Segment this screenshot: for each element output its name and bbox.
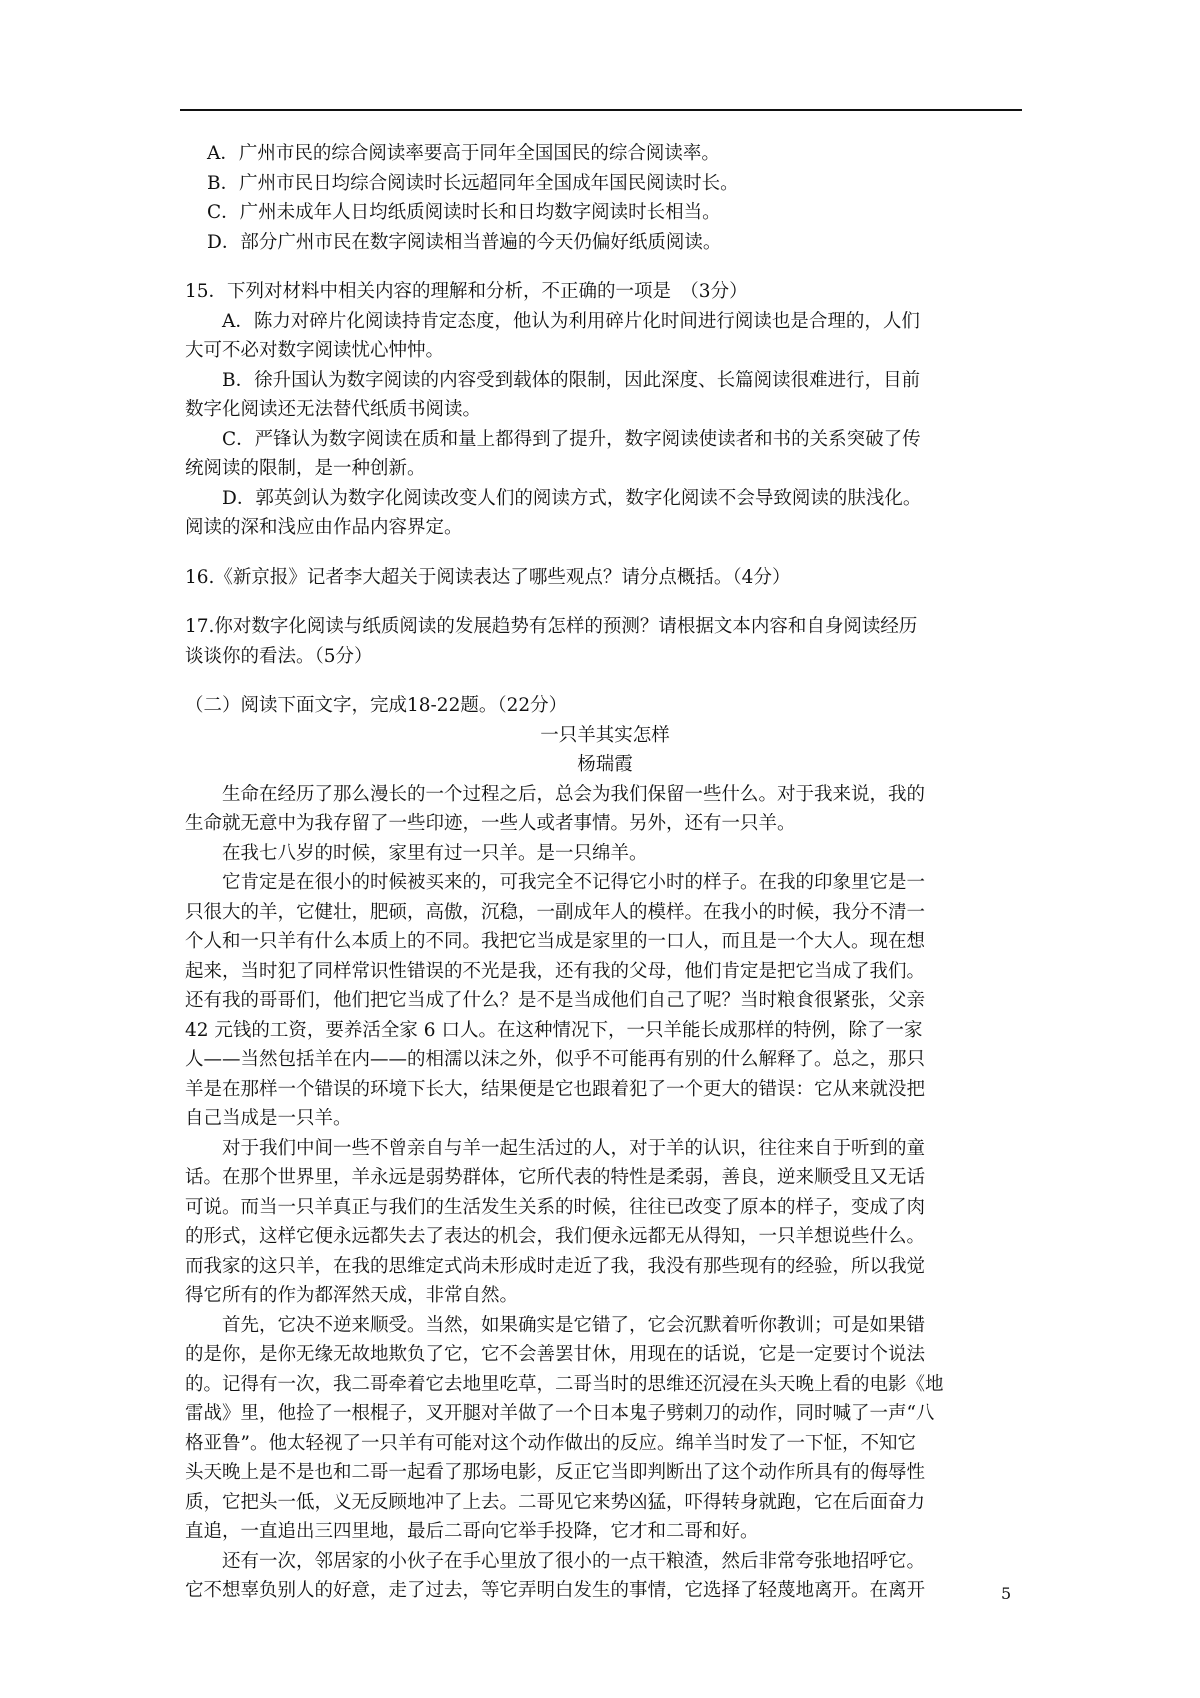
article-paragraph-line: 羊是在那样一个错误的环境下长大，结果便是它也跟着犯了一个更大的错误：它从来就没把 (185, 1078, 926, 1100)
article-paragraph-line: 的形式，这样它便永远都失去了表达的机会，我们便永远都无从得知，一只羊想说些什么。 (185, 1226, 926, 1247)
q16-question: 16.《新京报》记者李大超关于阅读表达了哪些观点？请分点概括。（4分） (185, 566, 791, 588)
article-paragraph-line: 自己当成是一只羊。 (185, 1108, 352, 1129)
header-rule (180, 109, 1022, 111)
q17-question-line2: 谈谈你的看法。（5分） (185, 645, 373, 667)
article-paragraph-line: 人——当然包括羊在内——的相濡以沫之外，似乎不可能再有别的什么解释了。总之，那只 (185, 1049, 926, 1070)
q15-option-c-line2: 统阅读的限制，是一种创新。 (185, 458, 426, 479)
page-number: 5 (1001, 1584, 1012, 1603)
article-paragraph-line: 只很大的羊，它健壮，肥硕，高傲，沉稳，一副成年人的模样。在我小的时候，我分不清一 (185, 901, 926, 923)
q15-option-a-line1: A．陈力对碎片化阅读持肯定态度，他认为利用碎片化时间进行阅读也是合理的，人们 (222, 310, 920, 332)
q14-option-b: B．广州市民日均综合阅读时长远超同年全国成年国民阅读时长。 (207, 172, 739, 194)
article-paragraph-line: 在我七八岁的时候，家里有过一只羊。是一只绵羊。 (222, 842, 648, 864)
article-paragraph-line: 对于我们中间一些不曾亲自与羊一起生活过的人，对于羊的认识，往往来自于听到的童 (222, 1137, 926, 1159)
article-author: 杨瑞霞 (577, 754, 633, 775)
article-paragraph-line: 还有一次，邻居家的小伙子在手心里放了很小的一点干粮渣，然后非常夸张地招呼它。 (222, 1550, 926, 1572)
article-paragraph-line: 而我家的这只羊，在我的思维定式尚未形成时走近了我，我没有那些现有的经验，所以我觉 (185, 1255, 926, 1277)
q15-stem: 15．下列对材料中相关内容的理解和分析，不正确的一项是 （3分） (185, 281, 748, 302)
q15-option-b-line2: 数字化阅读还无法替代纸质书阅读。 (185, 399, 482, 420)
q15-option-d-line1: D．郭英剑认为数字化阅读改变人们的阅读方式，数字化阅读不会导致阅读的肤浅化。 (222, 487, 922, 509)
article-paragraph-line: 直追，一直追出三四里地，最后二哥向它举手投降，它才和二哥和好。 (185, 1521, 759, 1542)
article-paragraph-line: 可说。而当一只羊真正与我们的生活发生关系的时候，往往已改变了原本的样子，变成了肉 (185, 1196, 926, 1218)
article-paragraph-line: 42 元钱的工资，要养活全家 6 口人。在这种情况下，一只羊能长成那样的特例，除了一家 (185, 1019, 923, 1041)
article-paragraph-line: 格亚鲁”。他太轻视了一只羊有可能对这个动作做出的反应。绵羊当时发了一下怔，不知它 (185, 1432, 916, 1454)
article-paragraph-line: 生命就无意中为我存留了一些印迹，一些人或者事情。另外，还有一只羊。 (185, 813, 796, 834)
section2-heading: （二）阅读下面文字，完成18-22题。（22分） (185, 695, 568, 716)
article-paragraph-line: 质，它把头一低，义无反顾地冲了上去。二哥见它来势凶猛，吓得转身就跑，它在后面奋力 (185, 1491, 926, 1513)
q14-option-a: A．广州市民的综合阅读率要高于同年全国国民的综合阅读率。 (207, 143, 720, 164)
article-paragraph-line: 它肯定是在很小的时候被买来的，可我完全不记得它小时的样子。在我的印象里它是一 (222, 872, 926, 893)
q15-option-a-line2: 大可不必对数字阅读忧心忡忡。 (185, 340, 445, 361)
article-paragraph-line: 话。在那个世界里，羊永远是弱势群体，它所代表的特性是柔弱，善良，逆来顺受且又无话 (185, 1167, 926, 1188)
article-paragraph-line: 个人和一只羊有什么本质上的不同。我把它当成是家里的一口人，而且是一个大人。现在想 (185, 931, 926, 952)
article-paragraph-line: 首先，它决不逆来顺受。当然，如果确实是它错了，它会沉默着听你教训；可是如果错 (222, 1314, 926, 1336)
q14-option-c: C．广州未成年人日均纸质阅读时长和日均数字阅读时长相当。 (207, 202, 721, 223)
q15-option-b-line1: B．徐升国认为数字阅读的内容受到载体的限制，因此深度、长篇阅读很难进行，目前 (222, 369, 921, 391)
article-paragraph-line: 雷战》里，他捡了一根棍子，叉开腿对羊做了一个日本鬼子劈刺刀的动作，同时喊了一声“八 (185, 1403, 935, 1424)
article-paragraph-line: 它不想辜负别人的好意，走了过去，等它弄明白发生的事情，它选择了轻蔑地离开。在离开 (185, 1580, 926, 1601)
article-paragraph-line: 还有我的哥哥们，他们把它当成了什么？是不是当成他们自己了呢？当时粮食很紧张，父亲 (185, 990, 926, 1011)
article-paragraph-line: 生命在经历了那么漫长的一个过程之后，总会为我们保留一些什么。对于我来说，我的 (222, 783, 926, 805)
q14-option-d: D．部分广州市民在数字阅读相当普遍的今天仍偏好纸质阅读。 (207, 231, 722, 253)
article-paragraph-line: 的。记得有一次，我二哥牵着它去地里吃草，二哥当时的思维还沉浸在头天晚上看的电影《地 (185, 1373, 944, 1395)
q17-question-line1: 17.你对数字化阅读与纸质阅读的发展趋势有怎样的预测？请根据文本内容和自身阅读经历 (185, 616, 918, 637)
q15-option-c-line1: C．严锋认为数字阅读在质和量上都得到了提升，数字阅读使读者和书的关系突破了传 (222, 428, 921, 450)
article-paragraph-line: 头天晚上是不是也和二哥一起看了那场电影，反正它当即判断出了这个动作所具有的侮辱性 (185, 1462, 926, 1483)
article-paragraph-line: 的是你，是你无缘无故地欺负了它，它不会善罢甘休，用现在的话说，它是一定要讨个说法 (185, 1344, 926, 1365)
q15-option-d-line2: 阅读的深和浅应由作品内容界定。 (185, 517, 463, 538)
article-title: 一只羊其实怎样 (540, 724, 670, 746)
page-content (185, 139, 1025, 1606)
article-paragraph-line: 起来，当时犯了同样常识性错误的不光是我，还有我的父母，他们肯定是把它当成了我们。 (185, 960, 926, 982)
article-paragraph-line: 得它所有的作为都浑然天成，非常自然。 (185, 1285, 519, 1306)
